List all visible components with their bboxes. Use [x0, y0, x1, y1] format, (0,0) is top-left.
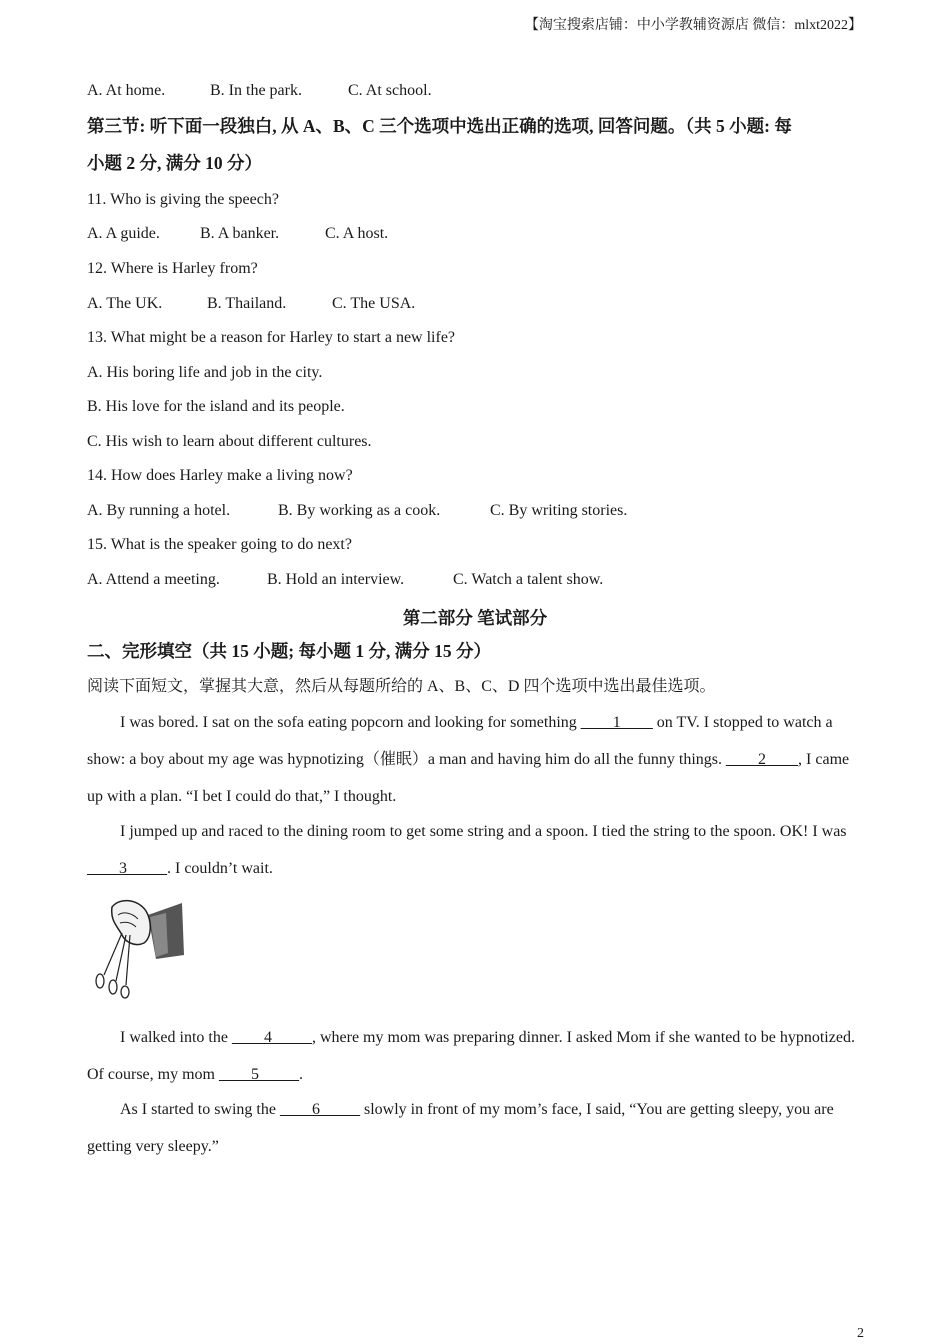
q14-option-a: A. By running a hotel. [87, 502, 231, 519]
q12-option-a: A. The UK. [87, 295, 163, 312]
hand-with-spoons-illustration [86, 893, 186, 999]
q10-option-c: C. At school. [348, 82, 432, 99]
q13-option-c: C. His wish to learn about different cultures. [87, 433, 372, 450]
q14-option-b: B. By working as a cook. [278, 502, 441, 519]
q12-option-c: C. The USA. [332, 295, 416, 312]
q11-option-a: A. A guide. [87, 225, 160, 242]
passage-text: on TV. I stopped to watch a show: a boy about my age was hypnotizing（催眠）a man and having him do all the funny things. [87, 714, 833, 768]
part2-title: 第二部分 笔试部分 [402, 608, 548, 628]
hand-with-spoons-image [86, 893, 186, 999]
blank-3: ____3_____ [87, 860, 167, 877]
blank-2: ____2____ [726, 751, 799, 768]
q14-options [87, 501, 627, 521]
passage-paragraph-2 [87, 813, 867, 887]
q13-option-a: A. His boring life and job in the city. [87, 364, 323, 381]
cloze-instruction: 阅读下面短文，掌握其大意，然后从每题所给的 A、B、C、D 四个选项中选出最佳选项。 [87, 678, 716, 695]
q10-option-b: B. In the park. [210, 82, 302, 99]
page-header: 【淘宝搜索店铺：中小学教辅资源店 微信：mlxt2022】 [524, 18, 862, 33]
passage-text: slowly in front of my mom’s face, I said, “You are getting sleepy, you are getting very sleepy.” [87, 1101, 834, 1155]
blank-4: ____4_____ [231, 1029, 312, 1046]
passage-text: , I came up with a plan. “I bet I could do that,” I thought. [87, 751, 850, 805]
passage-text: , where my mom was preparing dinner. I asked Mom if she wanted to be hypnotized. Of course, my mom [87, 1029, 855, 1083]
passage-paragraph-4 [87, 1091, 867, 1165]
q15-option-c: C. Watch a talent show. [453, 571, 604, 588]
blank-6: ____6_____ [279, 1101, 360, 1118]
q12-options [87, 294, 415, 314]
question-14: 14. How does Harley make a living now? [87, 467, 353, 484]
passage-text: I jumped up and raced to the dining room to get some string and a spoon. I tied the string to the spoon. OK! I was [120, 823, 847, 840]
q15-options [87, 570, 603, 590]
passage-text: As I started to swing the [120, 1101, 280, 1118]
q12-option-b: B. Thailand. [207, 295, 287, 312]
passage-text: . [298, 1066, 303, 1083]
blank-1: ____1____ [580, 714, 653, 731]
q13-option-b: B. His love for the island and its people. [87, 398, 345, 415]
section3-title-cont: 小题 2 分, 满分 10 分） [87, 153, 262, 173]
question-12: 12. Where is Harley from? [87, 260, 258, 277]
q11-options [87, 224, 388, 244]
passage-text: I walked into the [120, 1029, 232, 1046]
page-number: 2 [857, 1326, 864, 1341]
q15-option-b: B. Hold an interview. [267, 571, 405, 588]
blank-5: ____5_____ [218, 1066, 299, 1083]
question-13: 13. What might be a reason for Harley to start a new life? [87, 329, 456, 346]
question-11: 11. Who is giving the speech? [87, 191, 279, 208]
passage-paragraph-1 [87, 704, 867, 815]
section3-title: 第三节: 听下面一段独白, 从 A、B、C 三个选项中选出正确的选项, 回答问题。（共 5 小题: 每 [87, 116, 792, 136]
passage-text: I was bored. I sat on the sofa eating popcorn and looking for something [120, 714, 581, 731]
passage-text: . I couldn’t wait. [167, 860, 273, 877]
q14-option-c: C. By writing stories. [490, 502, 628, 519]
q15-option-a: A. Attend a meeting. [87, 571, 220, 588]
cloze-title: 二、完形填空（共 15 小题; 每小题 1 分, 满分 15 分） [87, 641, 491, 661]
q11-option-b: B. A banker. [200, 225, 280, 242]
q10-options [87, 81, 432, 101]
q11-option-c: C. A host. [325, 225, 389, 242]
q10-option-a: A. At home. [87, 82, 166, 99]
question-15: 15. What is the speaker going to do next? [87, 536, 352, 553]
passage-paragraph-3 [87, 1019, 867, 1093]
